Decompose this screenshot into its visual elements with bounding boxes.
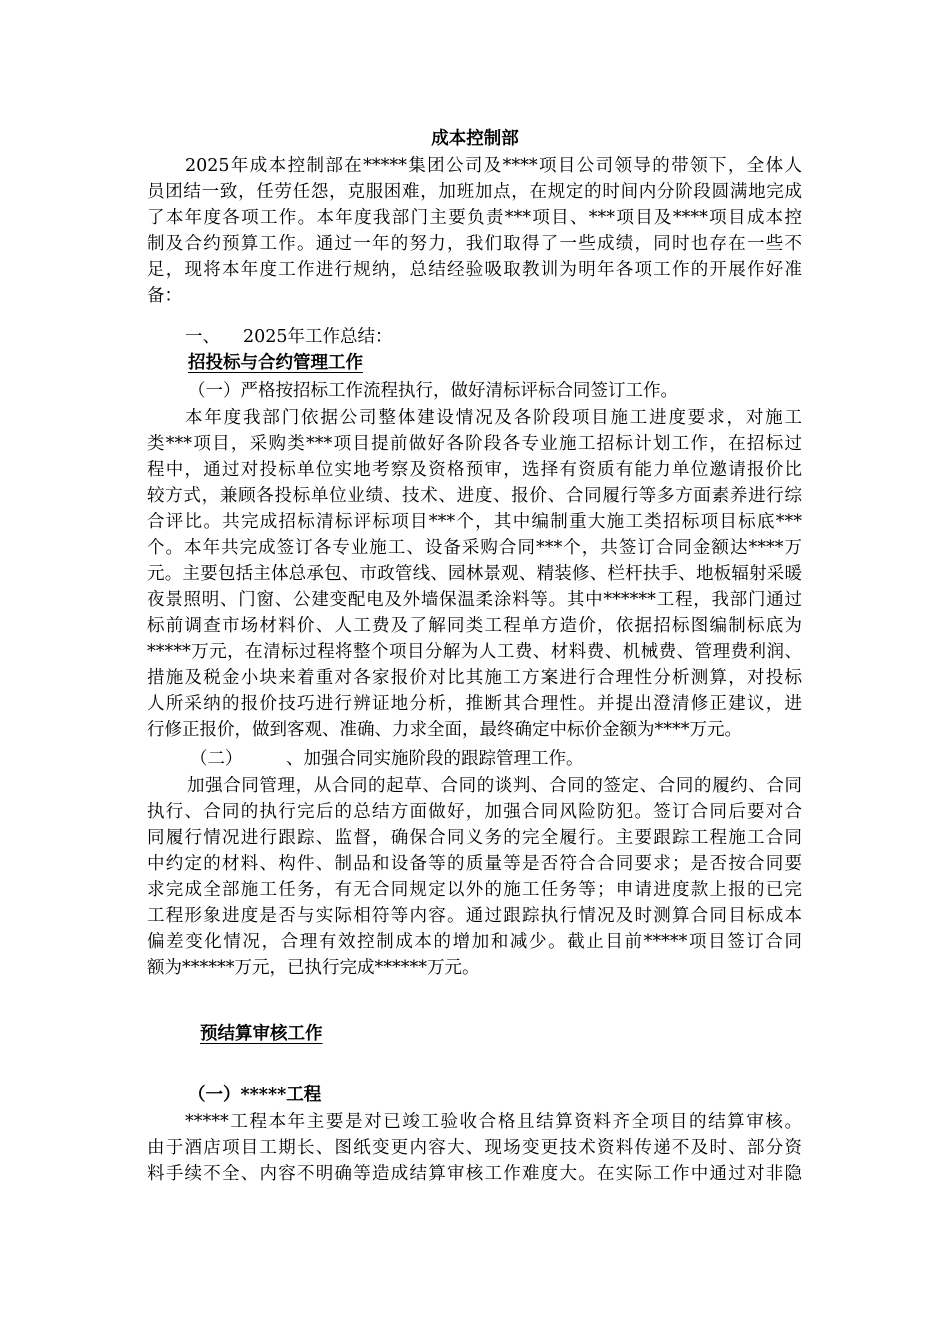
intro-line-5: 足，现将本年度工作进行规纳，总结经验吸取教训为明年各项工作的开展作好准 — [147, 260, 802, 280]
bidding-line-2: 类***项目，采购类***项目提前做好各阶段各专业施工招标计划工作，在招标过 — [147, 434, 802, 454]
settlement-line-3: 料手续不全、内容不明确等造成结算审核工作难度大。在实际工作中通过对非隐 — [147, 1164, 802, 1184]
settlement-line-2: 由于酒店项目工期长、图纸变更内容大、现场变更技术资料传递不及时、部分资 — [147, 1138, 802, 1158]
bidding-line-13: 行修正报价，做到客观、准确、力求全面，最终确定中标价金额为****万元。 — [147, 720, 742, 740]
intro-line-4: 制及合约预算工作。通过一年的努力，我们取得了一些成绩，同时也存在一些不 — [147, 234, 802, 254]
heading-bidding: 招投标与合约管理工作 — [188, 353, 363, 373]
contract-line-3: 同履行情况进行跟踪、监督，确保合同义务的完全履行。主要跟踪工程施工合同 — [147, 828, 802, 848]
bidding-line-3: 程中，通过对投标单位实地考察及资格预审，选择有资质有能力单位邀请报价比 — [147, 460, 802, 480]
intro-line-2: 员团结一致，任劳任怨，克服困难，加班加点，在规定的时间内分阶段圆满地完成 — [147, 182, 802, 202]
contract-line-2: 执行、合同的执行完后的总结方面做好，加强合同风险防犯。签订合同后要对合 — [147, 802, 802, 822]
bidding-line-5: 合评比。共完成招标清标评标项目***个，其中编制重大施工类招标项目标底*** — [147, 512, 802, 532]
section1-title: 2025年工作总结： — [243, 327, 393, 347]
bidding-line-8: 夜景照明、门窗、公建变配电及外墙保温柔涂料等。其中******工程，我部门通过 — [147, 590, 802, 610]
intro-line-1: 2025年成本控制部在*****集团公司及****项目公司领导的带领下，全体人 — [185, 156, 802, 176]
contract-line-4: 中约定的材料、构件、制品和设备等的质量等是否符合合同要求；是否按合同要 — [147, 854, 802, 874]
bidding-line-12: 人所采纳的报价技巧进行辨证地分析，推断其合理性。并提出澄清修正建议，进 — [147, 694, 802, 714]
subheading-2-number: （二） — [190, 749, 243, 769]
settlement-line-1: *****工程本年主要是对已竣工验收合格且结算资料齐全项目的结算审核。 — [185, 1112, 802, 1132]
intro-line-6: 备： — [147, 286, 182, 306]
subheading-1: （一）严格按招标工作流程执行，做好清标评标合同签订工作。 — [188, 381, 678, 401]
bidding-line-1: 本年度我部门依据公司整体建设情况及各阶段项目施工进度要求，对施工 — [185, 408, 802, 428]
document-title: 成本控制部 — [431, 129, 519, 149]
contract-line-5: 求完成全部施工任务，有无合同规定以外的施工任务等；申请进度款上报的已完 — [147, 880, 802, 900]
bidding-line-6: 个。本年共完成签订各专业施工、设备采购合同***个，共签订合同金额达****万 — [147, 538, 802, 558]
contract-line-7: 偏差变化情况，合理有效控制成本的增加和减少。截止目前*****项目签订合同 — [147, 932, 802, 952]
bidding-line-10: *****万元，在清标过程将整个项目分解为人工费、材料费、机械费、管理费利润、 — [147, 642, 802, 662]
contract-line-8: 额为******万元，已执行完成******万元。 — [147, 958, 480, 978]
contract-line-1: 加强合同管理，从合同的起草、合同的谈判、合同的签定、合同的履约、合同 — [187, 776, 802, 796]
heading-settlement: 预结算审核工作 — [200, 1024, 323, 1044]
bidding-line-7: 元。主要包括主体总承包、市政管线、园林景观、精装修、栏杆扶手、地板辐射采暖 — [147, 564, 802, 584]
section1-number: 一、 — [185, 327, 220, 347]
contract-line-6: 工程形象进度是否与实际相符等内容。通过跟踪执行情况及时测算合同目标成本 — [147, 906, 802, 926]
intro-line-3: 了本年度各项工作。本年度我部门主要负责***项目、***项目及****项目成本控 — [147, 208, 802, 228]
subheading-2-text: 、加强合同实施阶段的跟踪管理工作。 — [286, 749, 584, 769]
subheading-3: （一）*****工程 — [188, 1085, 322, 1105]
bidding-line-9: 标前调查市场材料价、人工费及了解同类工程单方造价，依据招标图编制标底为 — [147, 616, 802, 636]
bidding-line-11: 措施及税金小块来着重对各家报价对比其施工方案进行合理性分析测算，对投标 — [147, 668, 802, 688]
bidding-line-4: 较方式，兼顾各投标单位业绩、技术、进度、报价、合同履行等多方面素养进行综 — [147, 486, 802, 506]
